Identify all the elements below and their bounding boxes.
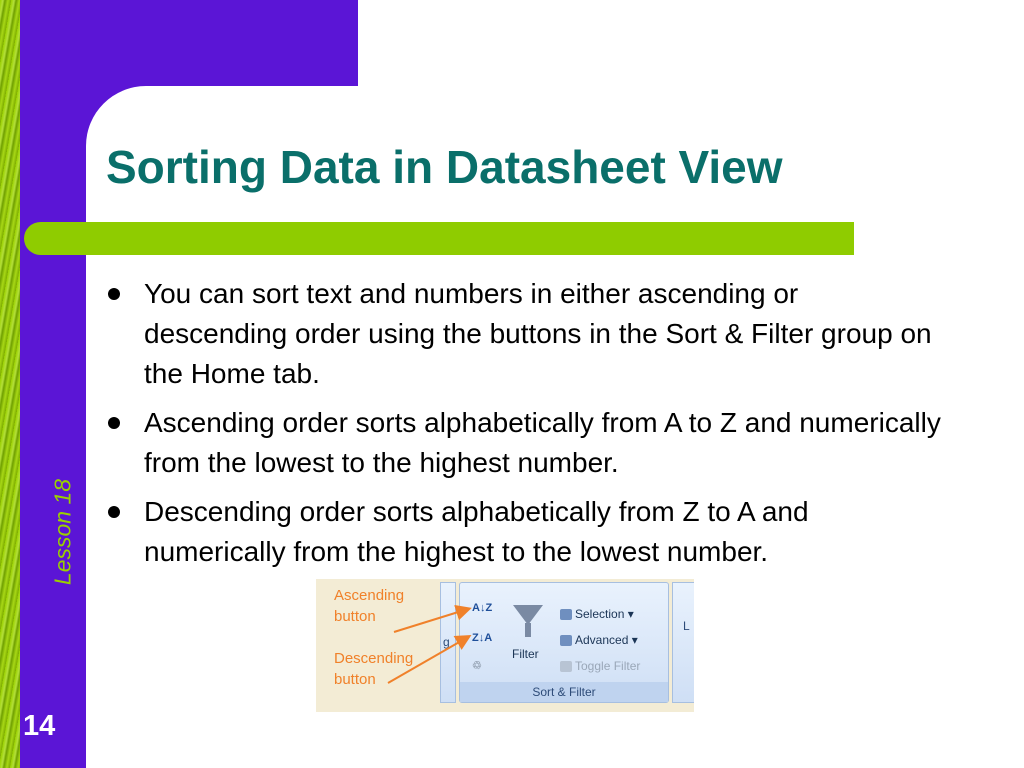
bullet-dot-icon — [108, 506, 120, 518]
bullet-list — [104, 274, 944, 581]
sort-ascending-icon[interactable]: A↓Z — [472, 602, 493, 614]
ascending-callout-line1: Ascending — [334, 587, 405, 604]
group-footer-label: Sort & Filter — [460, 682, 668, 702]
bullet-dot-icon — [108, 417, 120, 429]
bullet-text: You can sort text and numbers in either ascending or descending order using the buttons in the Sort & Filter group on the Home tab. — [144, 278, 932, 389]
bullet-item — [104, 492, 944, 572]
top-right-panel — [358, 0, 1024, 86]
selection-label: Selection ▾ — [575, 607, 634, 621]
toggle-filter-label: Toggle Filter — [575, 659, 641, 673]
advanced-label: Advanced ▾ — [575, 633, 638, 647]
clear-sort-icon[interactable]: ♲ — [472, 660, 482, 672]
sort-descending-icon[interactable]: Z↓A — [472, 632, 493, 644]
descending-callout-line2: button — [334, 671, 376, 688]
left-decorative-band — [0, 0, 20, 768]
bullet-text: Descending order sorts alphabetically from Z to A and numerically from the highest to the lowest number. — [144, 496, 809, 567]
descending-arrow — [388, 637, 468, 683]
bullet-text: Ascending order sorts alphabetically from A to Z and numerically from the lowest to the highest number. — [144, 407, 941, 478]
filter-button[interactable]: Filter — [512, 647, 539, 661]
lesson-label: Lesson 18 — [49, 478, 76, 586]
previous-group-fragment: g — [443, 635, 450, 649]
ribbon-screenshot — [316, 579, 694, 712]
bullet-item — [104, 274, 944, 394]
ascending-callout-line2: button — [334, 608, 376, 625]
ascending-arrow — [394, 609, 468, 632]
slide-title: Sorting Data in Datasheet View — [106, 141, 783, 193]
callout-arrows — [316, 579, 694, 712]
title-underline-bar — [24, 222, 854, 255]
slide-number: 14 — [23, 710, 56, 742]
bullet-item — [104, 403, 944, 483]
next-group-fragment: L — [683, 619, 690, 633]
bullet-dot-icon — [108, 288, 120, 300]
descending-callout-line1: Descending — [334, 650, 414, 667]
